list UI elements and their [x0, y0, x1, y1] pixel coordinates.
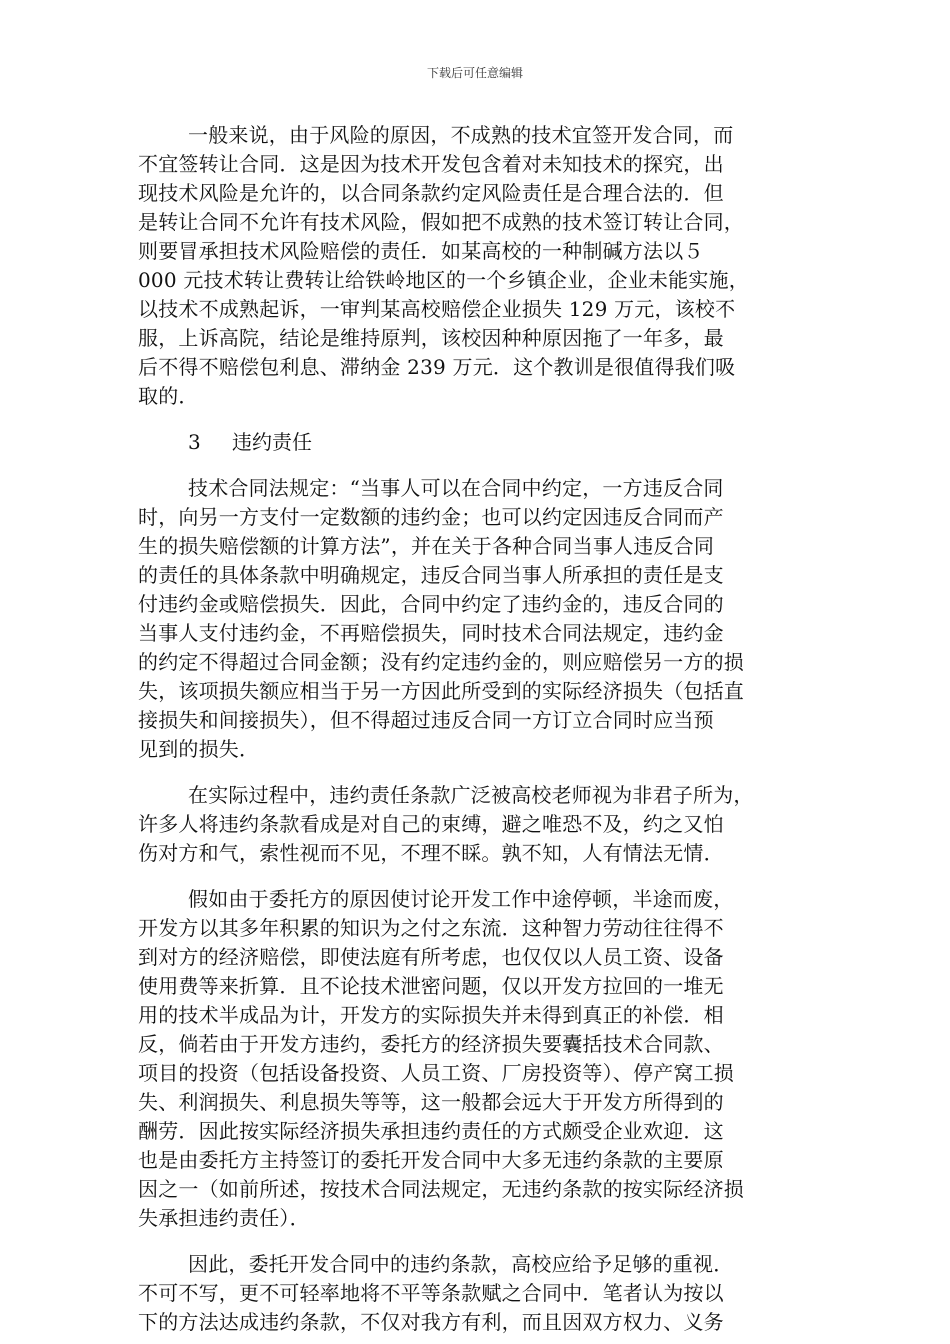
paragraph-line: 现技术风险是允许的，以合同条款约定风险责任是合理合法的．但 — [138, 181, 724, 205]
paragraph-line: 一般来说，由于风险的原因，不成熟的技术宜签开发合同，而 — [188, 123, 734, 147]
paragraph-line: 当事人支付违约金，不再赔偿损失，同时技术合同法规定，违约金 — [138, 621, 724, 645]
paragraph-line: 到对方的经济赔偿，即使法庭有所考虑，也仅仅以人员工资、设备 — [138, 945, 724, 969]
page-header-note: 下载后可任意编辑 — [426, 66, 523, 80]
paragraph-line: 失承担违约责任）． — [138, 1206, 310, 1230]
paragraph-line: 项目的投资（包括设备投资、人员工资、厂房投资等）、停产窝工损 — [138, 1061, 734, 1085]
paragraph-risk — [138, 121, 806, 411]
paragraph-practice — [138, 781, 806, 868]
paragraph-line: 时，向另一方支付一定数额的违约金；也可以约定因违反合同而产 — [138, 505, 724, 529]
paragraph-line: 则要冒承担技术风险赔偿的责任．如某高校的一种制碱方法以５ — [138, 239, 704, 263]
paragraph-line: 付违约金或赔偿损失．因此，合同中约定了违约金的，违反合同的 — [138, 592, 724, 616]
paragraph-line: 使用费等来折算．且不论技术泄密问题，仅以开发方拉回的一堆无 — [138, 974, 724, 998]
paragraph-example — [138, 885, 806, 1233]
paragraph-line: 见到的损失． — [138, 737, 260, 761]
paragraph-line: 是转让合同不允许有技术风险，假如把不成熟的技术签订转让合同， — [138, 210, 744, 234]
paragraph-line: 开发方以其多年积累的知识为之付之东流．这种智力劳动往往得不 — [138, 916, 724, 940]
section-heading — [138, 428, 806, 457]
paragraph-line: 因此，委托开发合同中的违约条款，高校应给予足够的重视． — [188, 1252, 734, 1276]
paragraph-line: 下的方法达成违约条款，不仅对我方有利，而且因双方权力、义务 — [138, 1310, 724, 1334]
paragraph-line: 的约定不得超过合同金额；没有约定违约金的，则应赔偿另一方的损 — [138, 650, 744, 674]
paragraph-line: 反，倘若由于开发方违约，委托方的经济损失要囊括技术合同款、 — [138, 1032, 724, 1056]
paragraph-line: 酬劳．因此按实际经济损失承担违约责任的方式颇受企业欢迎．这 — [138, 1119, 724, 1143]
paragraph-line: 假如由于委托方的原因使讨论开发工作中途停顿，半途而废， — [188, 887, 734, 911]
paragraph-line: 失，该项损失额应相当于另一方因此所受到的实际经济损失（包括直 — [138, 679, 744, 703]
paragraph-line: 在实际过程中，违约责任条款广泛被高校老师视为非君子所为， — [188, 783, 754, 807]
document-body — [138, 121, 806, 1337]
paragraph-line: 000 元技术转让费转让给铁岭地区的一个乡镇企业，企业未能实施， — [138, 268, 749, 292]
paragraph-line: 不宜签转让合同．这是因为技术开发包含着对未知技术的探究，出 — [138, 152, 724, 176]
paragraph-line: 生的损失赔偿额的计算方法”，并在关于各种合同当事人违反合同 — [138, 534, 715, 558]
paragraph-line: 失、利润损失、利息损失等等，这一般都会远大于开发方所得到的 — [138, 1090, 724, 1114]
paragraph-line: 许多人将违约条款看成是对自己的束缚，避之唯恐不及，约之又怕 — [138, 812, 724, 836]
paragraph-line: 的责任的具体条款中明确规定，违反合同当事人所承担的责任是支 — [138, 563, 724, 587]
section-number: 3 — [188, 430, 201, 454]
paragraph-line: 因之一（如前所述，按技术合同法规定，无违约条款的按实际经济损 — [138, 1177, 744, 1201]
paragraph-line: 接损失和间接损失），但不得超过违反合同一方订立合同时应当预 — [138, 708, 714, 732]
paragraph-line: 后不得不赔偿包利息、滞纳金 239 万元．这个教训是很值得我们吸 — [138, 355, 736, 379]
paragraph-law-provision — [138, 474, 806, 764]
paragraph-line: 取的． — [138, 384, 199, 408]
paragraph-line: 也是由委托方主持签订的委托开发合同中大多无违约条款的主要原 — [138, 1148, 724, 1172]
paragraph-line: 不可不写，更不可轻率地将不平等条款赋之合同中．笔者认为按以 — [138, 1281, 724, 1305]
paragraph-line: 伤对方和气，索性视而不见，不理不睬。孰不知，人有情法无情． — [138, 841, 724, 865]
paragraph-line: 服，上诉高院，结论是维持原判，该校因种种原因拖了一年多，最 — [138, 326, 724, 350]
paragraph-line: 用的技术半成品为计，开发方的实际损失并未得到真正的补偿．相 — [138, 1003, 724, 1027]
paragraph-conclusion — [138, 1250, 806, 1337]
paragraph-line: 技术合同法规定：“当事人可以在合同中约定，一方违反合同 — [188, 476, 724, 500]
paragraph-line: 以技术不成熟起诉，一审判某高校赔偿企业损失 129 万元，该校不 — [138, 297, 736, 321]
section-title: 违约责任 — [232, 430, 312, 454]
